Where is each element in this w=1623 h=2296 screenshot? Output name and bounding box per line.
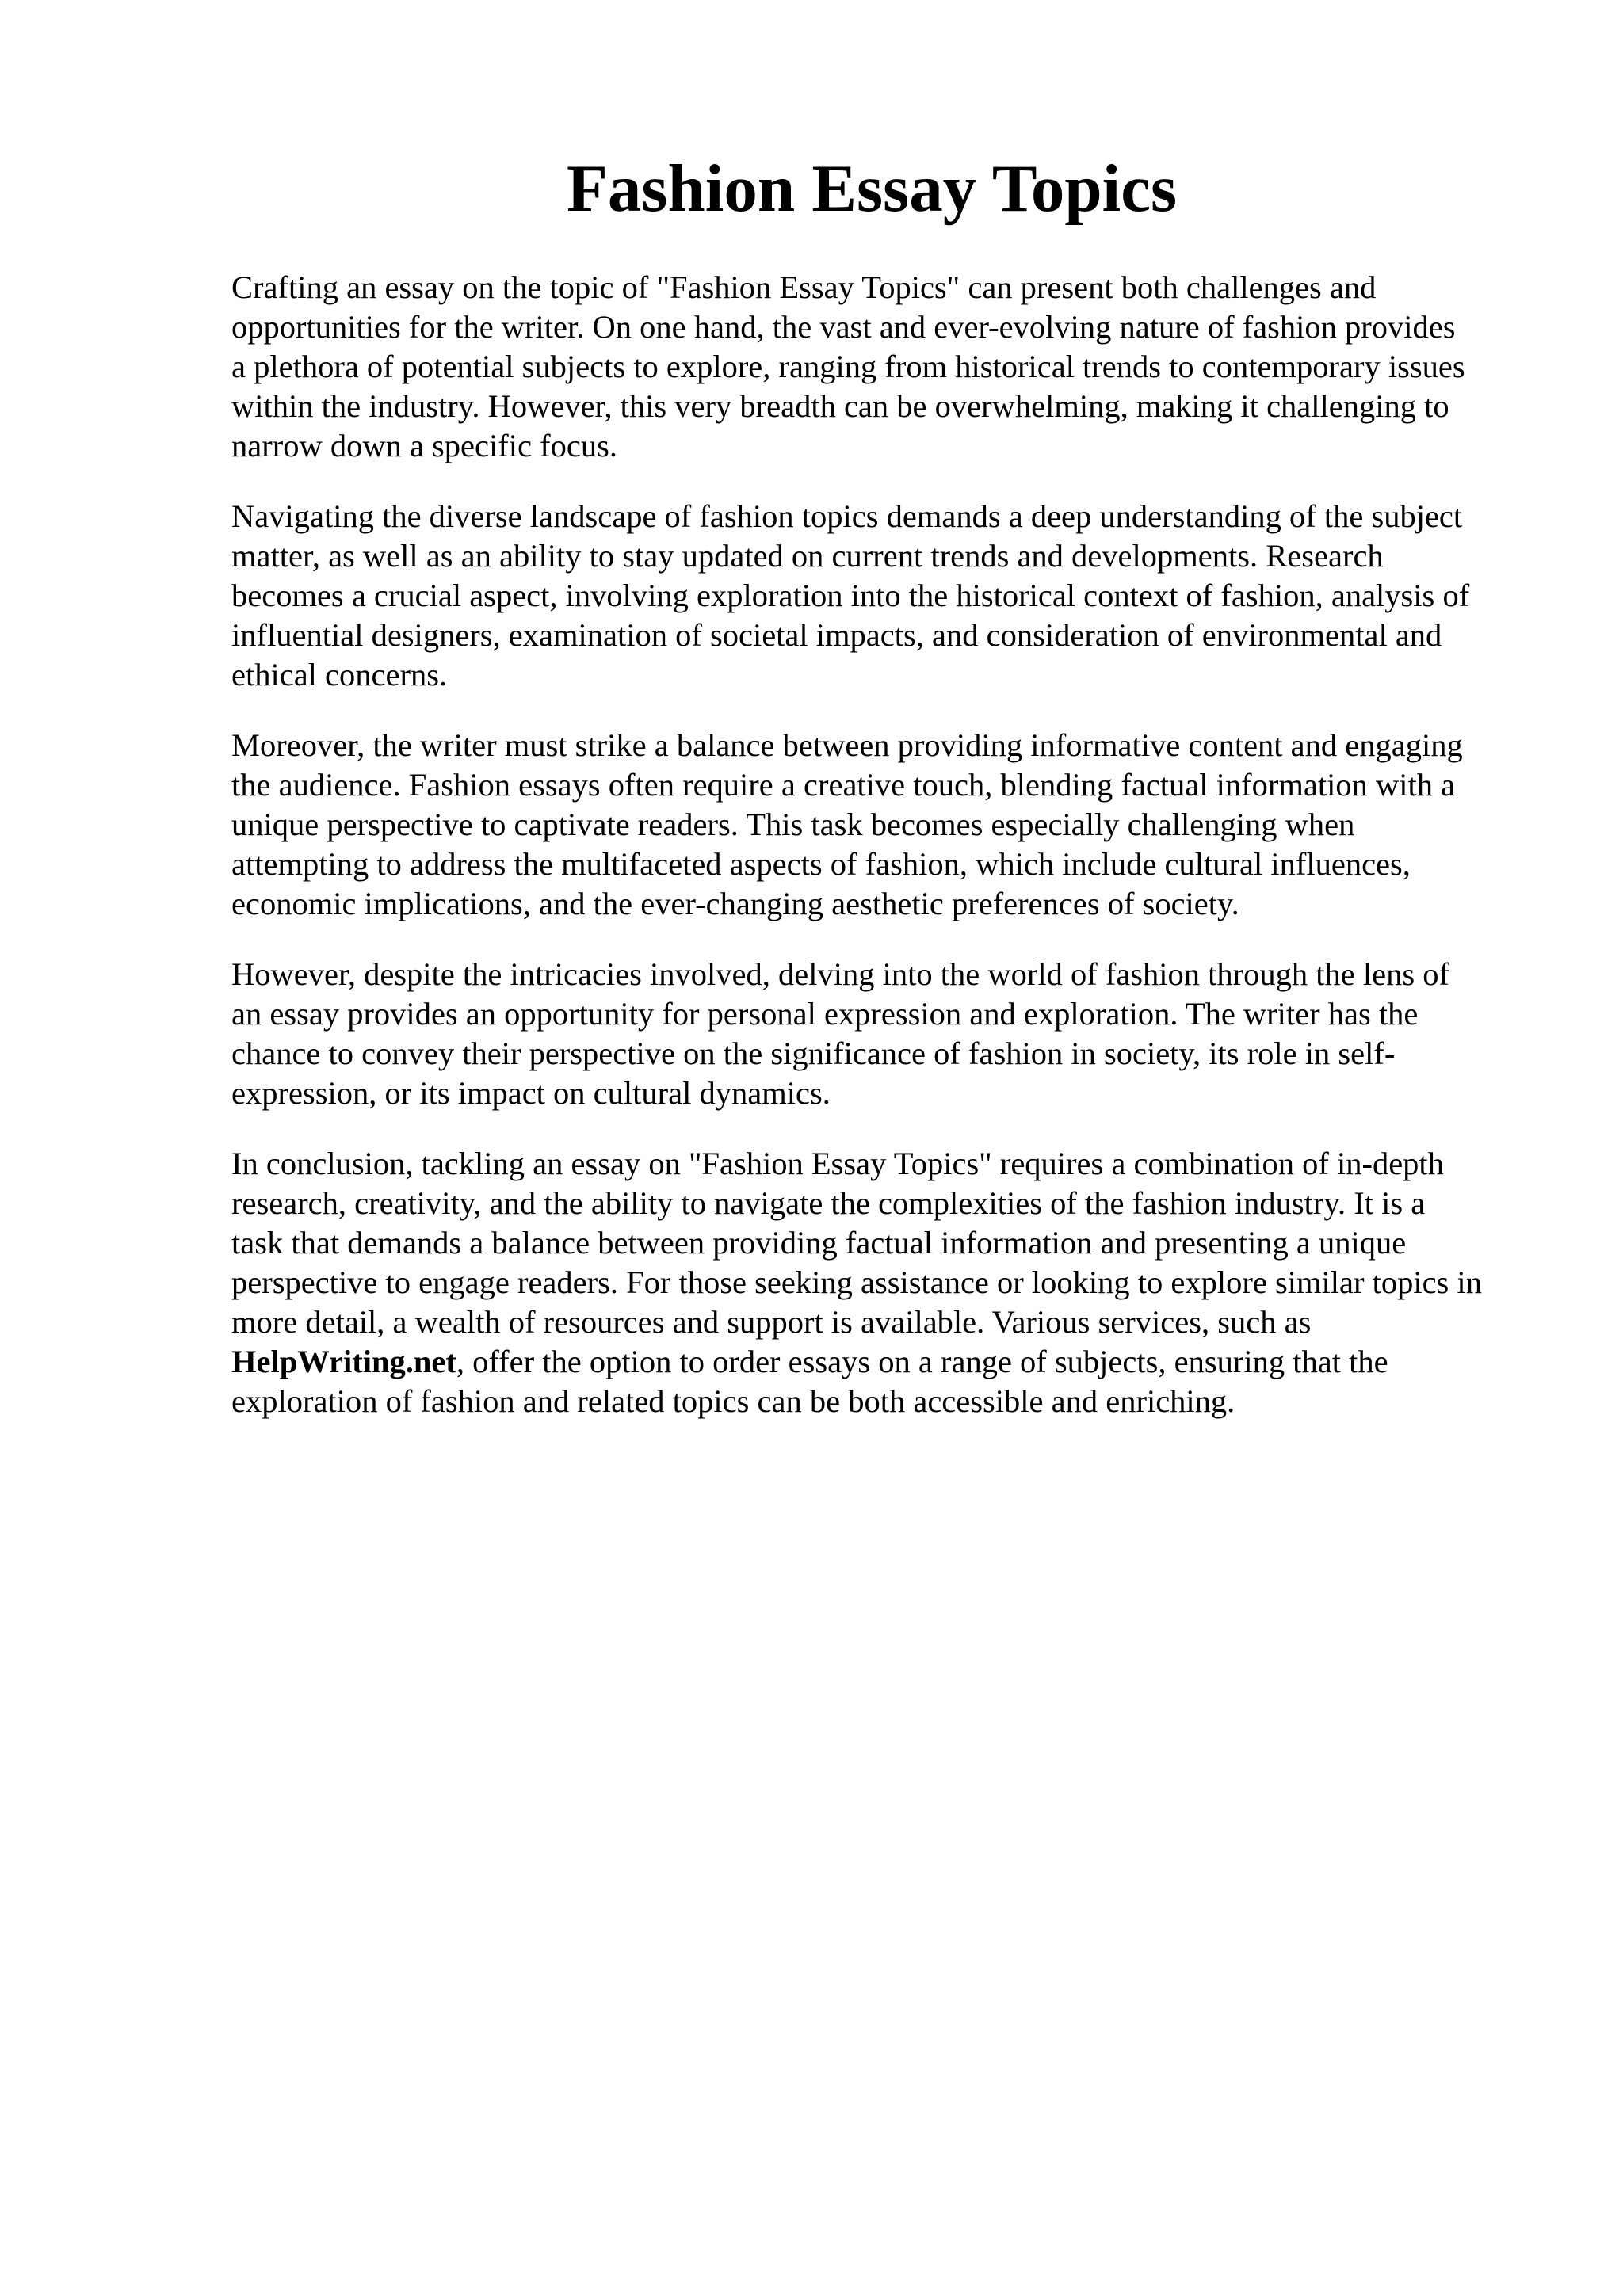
text-line: Navigating the diverse landscape of fashion topics demands a deep understanding of the subject bbox=[231, 498, 1463, 534]
text-line: chance to convey their perspective on the significance of fashion in society, its role in self- bbox=[231, 1035, 1396, 1071]
text-line: ethical concerns. bbox=[231, 657, 448, 692]
brand-tail-text: , offer the option to order essays on a range of subjects, ensuring that the bbox=[456, 1344, 1388, 1379]
paragraph-3 bbox=[231, 726, 1523, 924]
text-line: opportunities for the writer. On one hand, the vast and ever-evolving nature of fashion provides bbox=[231, 309, 1456, 345]
text-line: Crafting an essay on the topic of "Fashion Essay Topics" can present both challenges and bbox=[231, 269, 1377, 305]
document-title: Fashion Essay Topics bbox=[566, 151, 1178, 226]
text-line: exploration of fashion and related topics can be both accessible and enriching. bbox=[231, 1383, 1235, 1419]
paragraph-4 bbox=[231, 955, 1523, 1113]
paragraph-5 bbox=[231, 1144, 1523, 1421]
text-line: influential designers, examination of societal impacts, and consideration of environmental and bbox=[231, 617, 1442, 653]
text-line: expression, or its impact on cultural dynamics. bbox=[231, 1075, 831, 1111]
paragraph-1 bbox=[231, 268, 1523, 466]
text-line: an essay provides an opportunity for personal expression and exploration. The writer has the bbox=[231, 996, 1419, 1032]
text-line: becomes a crucial aspect, involving exploration into the historical context of fashion, analysis of bbox=[231, 578, 1470, 613]
text-line: narrow down a specific focus. bbox=[231, 428, 617, 463]
document-body bbox=[231, 268, 1523, 1452]
text-line-with-brand bbox=[231, 1342, 1523, 1382]
text-line: within the industry. However, this very breadth can be overwhelming, making it challenging to bbox=[231, 388, 1449, 424]
text-line: economic implications, and the ever-changing aesthetic preferences of society. bbox=[231, 886, 1239, 921]
text-line: matter, as well as an ability to stay updated on current trends and developments. Research bbox=[231, 538, 1384, 574]
text-line: task that demands a balance between providing factual information and presenting a unique bbox=[231, 1225, 1407, 1261]
brand-name: HelpWriting.net bbox=[231, 1344, 456, 1379]
text-line: perspective to engage readers. For those seeking assistance or looking to explore similar topics in bbox=[231, 1264, 1482, 1300]
text-line: unique perspective to captivate readers. This task becomes especially challenging when bbox=[231, 807, 1355, 842]
text-line: However, despite the intricacies involved, delving into the world of fashion through the lens of bbox=[231, 956, 1450, 992]
text-line: a plethora of potential subjects to explore, ranging from historical trends to contemporary issues bbox=[231, 349, 1465, 384]
text-line: research, creativity, and the ability to navigate the complexities of the fashion industry. It is a bbox=[231, 1185, 1426, 1221]
text-line: attempting to address the multifaceted aspects of fashion, which include cultural influences, bbox=[231, 846, 1411, 882]
text-line: the audience. Fashion essays often require a creative touch, blending factual information with a bbox=[231, 767, 1456, 803]
text-line: more detail, a wealth of resources and support is available. Various services, such as bbox=[231, 1304, 1312, 1340]
paragraph-2 bbox=[231, 497, 1523, 695]
text-line: In conclusion, tackling an essay on "Fashion Essay Topics" requires a combination of in-depth bbox=[231, 1146, 1444, 1181]
text-line: Moreover, the writer must strike a balance between providing informative content and engaging bbox=[231, 727, 1463, 763]
